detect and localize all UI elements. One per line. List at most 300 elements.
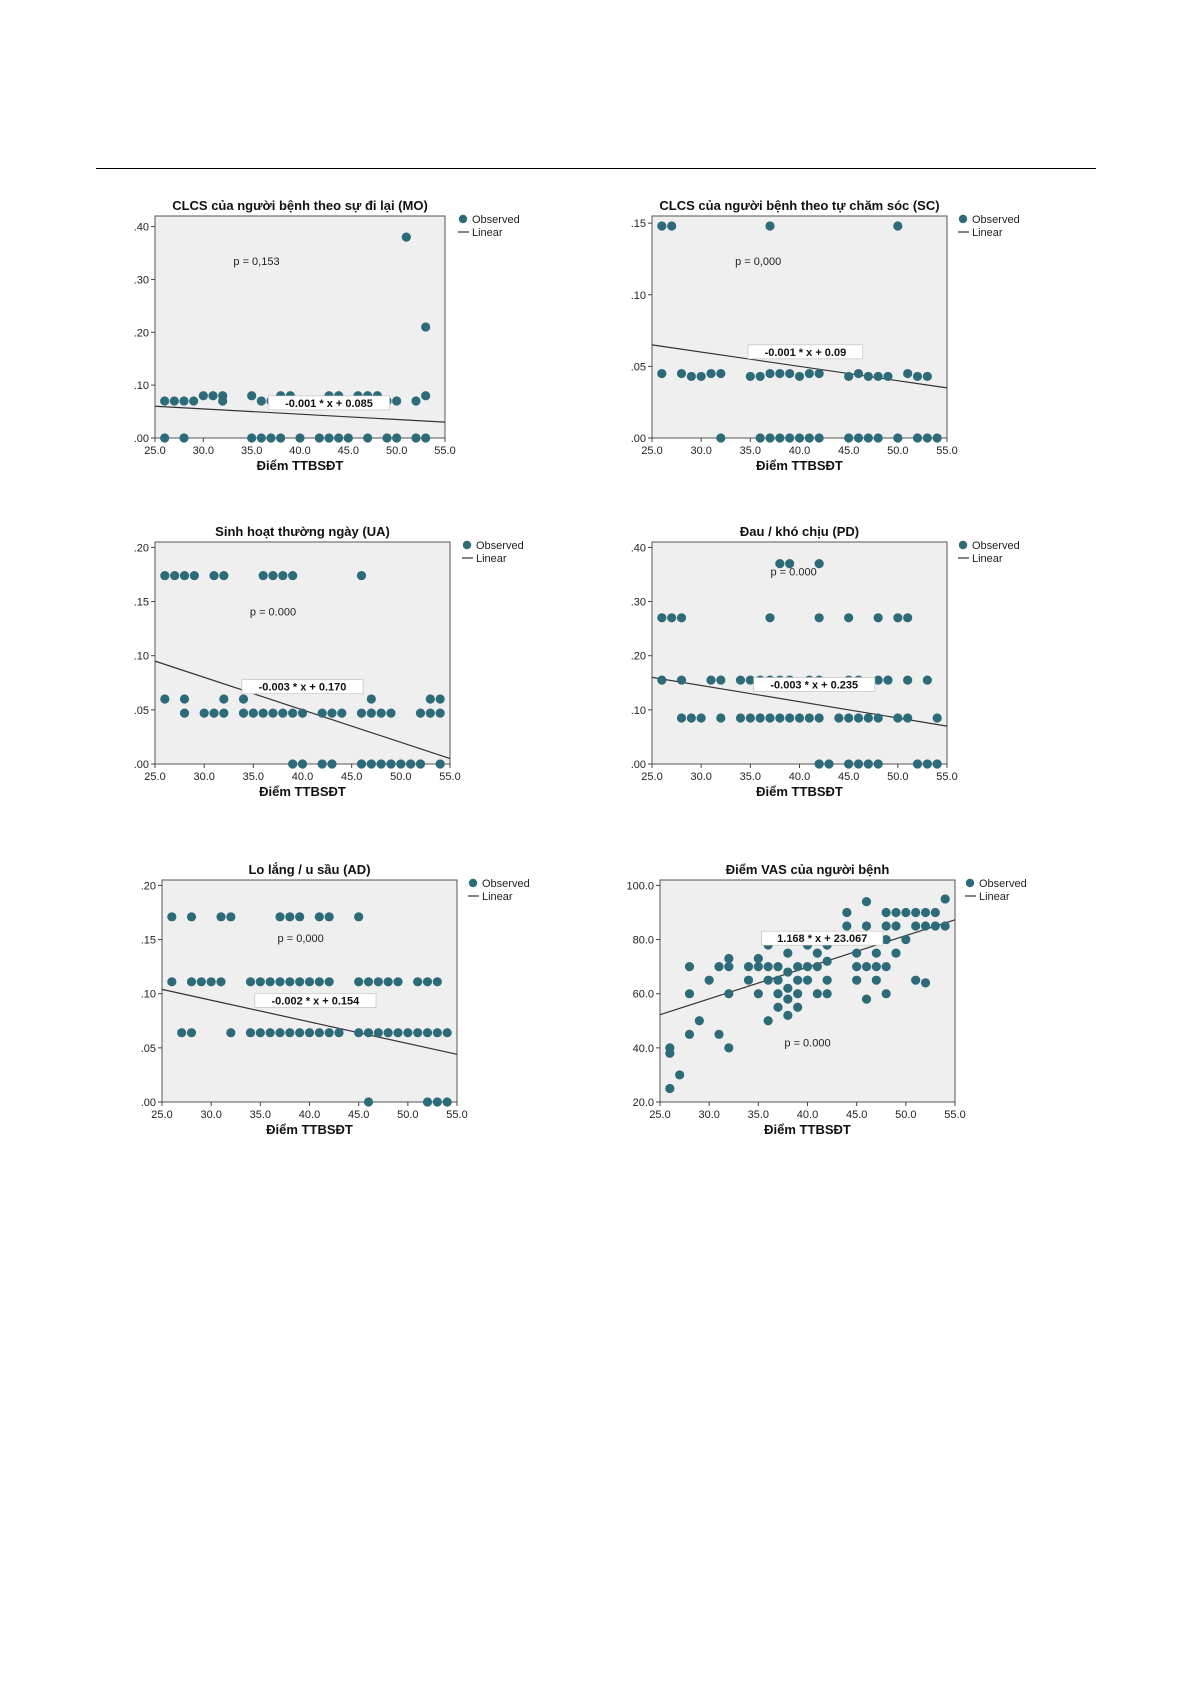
- chart-mobility: [120, 198, 560, 488]
- observed-point: [257, 396, 266, 405]
- legend-observed-marker: [959, 215, 967, 223]
- observed-point: [901, 935, 910, 944]
- observed-point: [775, 433, 784, 442]
- x-tick-label: 25.0: [641, 445, 663, 457]
- observed-point: [423, 1028, 432, 1037]
- x-axis-label: Điểm TTBSĐT: [266, 1122, 353, 1137]
- observed-point: [803, 962, 812, 971]
- observed-point: [913, 759, 922, 768]
- observed-point: [416, 759, 425, 768]
- observed-point: [160, 396, 169, 405]
- p-value: p = 0.000: [249, 606, 297, 619]
- observed-point: [773, 1003, 782, 1012]
- observed-point: [783, 948, 792, 957]
- observed-point: [396, 759, 405, 768]
- x-tick-label: 40.0: [289, 445, 311, 457]
- observed-point: [416, 709, 425, 718]
- x-tick-label: 45.0: [347, 1109, 370, 1121]
- observed-point: [706, 675, 715, 684]
- x-tick-label: 50.0: [887, 445, 909, 457]
- observed-point: [413, 977, 422, 986]
- p-value: p = 0.000: [770, 566, 817, 579]
- observed-point: [325, 1028, 334, 1037]
- observed-point: [813, 989, 822, 998]
- chart-usual-activities: [120, 520, 570, 820]
- observed-point: [687, 713, 696, 722]
- observed-point: [364, 977, 373, 986]
- p-value: p = 0,000: [277, 933, 324, 946]
- chart-svg: [120, 520, 570, 820]
- observed-point: [852, 962, 861, 971]
- observed-point: [714, 1030, 723, 1039]
- observed-point: [179, 396, 188, 405]
- x-axis-label: Điểm TTBSĐT: [756, 784, 843, 799]
- x-tick-label: 45.0: [337, 445, 360, 457]
- legend-linear-label: Linear: [972, 553, 1003, 565]
- y-tick-label: .20: [630, 650, 646, 663]
- observed-point: [874, 713, 883, 722]
- observed-point: [337, 709, 346, 718]
- observed-point: [844, 372, 853, 381]
- observed-point: [746, 713, 755, 722]
- x-tick-label: 55.0: [936, 771, 958, 783]
- observed-point: [657, 613, 666, 622]
- observed-point: [209, 709, 218, 718]
- observed-point: [736, 713, 745, 722]
- observed-point: [226, 1028, 235, 1037]
- observed-point: [716, 433, 725, 442]
- observed-point: [295, 433, 304, 442]
- observed-point: [278, 571, 287, 580]
- observed-point: [433, 977, 442, 986]
- observed-point: [209, 571, 218, 580]
- legend: [458, 214, 520, 239]
- observed-point: [844, 613, 853, 622]
- observed-point: [854, 713, 863, 722]
- observed-point: [180, 571, 189, 580]
- plot-area: [660, 880, 955, 1102]
- observed-point: [872, 962, 881, 971]
- observed-point: [257, 433, 266, 442]
- observed-point: [170, 396, 179, 405]
- observed-point: [695, 1016, 704, 1025]
- x-tick-label: 30.0: [690, 771, 712, 783]
- observed-point: [805, 369, 814, 378]
- observed-point: [160, 694, 169, 703]
- observed-point: [259, 709, 268, 718]
- x-tick-label: 25.0: [144, 771, 166, 783]
- x-tick-label: 35.0: [739, 771, 762, 783]
- x-tick-label: 40.0: [291, 771, 314, 783]
- observed-point: [207, 977, 216, 986]
- observed-point: [377, 709, 386, 718]
- observed-point: [677, 713, 686, 722]
- observed-point: [677, 675, 686, 684]
- y-tick-label: .15: [140, 934, 156, 947]
- fit-equation: -0.001 * x + 0.085: [285, 397, 373, 410]
- observed-point: [854, 369, 863, 378]
- observed-point: [795, 433, 804, 442]
- observed-point: [793, 962, 802, 971]
- observed-point: [354, 1028, 363, 1037]
- legend-observed-marker: [966, 879, 974, 887]
- legend-observed-marker: [959, 541, 967, 549]
- legend-linear-label: Linear: [482, 891, 513, 903]
- observed-point: [775, 713, 784, 722]
- observed-point: [208, 391, 217, 400]
- observed-point: [318, 709, 327, 718]
- x-tick-label: 55.0: [434, 445, 456, 457]
- fit-equation: -0.001 * x + 0.09: [764, 346, 847, 359]
- observed-point: [667, 221, 676, 230]
- observed-point: [256, 1028, 265, 1037]
- legend-observed-marker: [463, 541, 471, 549]
- y-tick-label: .00: [630, 759, 646, 771]
- observed-point: [785, 433, 794, 442]
- observed-point: [197, 977, 206, 986]
- observed-point: [363, 433, 372, 442]
- observed-point: [893, 433, 902, 442]
- plot-area: [652, 216, 947, 438]
- legend-observed-marker: [459, 215, 467, 223]
- observed-point: [834, 713, 843, 722]
- observed-point: [716, 713, 725, 722]
- observed-point: [716, 369, 725, 378]
- observed-point: [697, 372, 706, 381]
- observed-point: [815, 369, 824, 378]
- y-tick-label: .05: [630, 361, 646, 374]
- legend: [965, 878, 1027, 903]
- x-tick-label: 55.0: [936, 445, 958, 457]
- observed-point: [921, 908, 930, 917]
- x-tick-label: 40.0: [788, 445, 811, 457]
- observed-point: [285, 1028, 294, 1037]
- observed-point: [315, 433, 324, 442]
- observed-point: [403, 1028, 412, 1037]
- observed-point: [724, 954, 733, 963]
- x-tick-label: 25.0: [151, 1109, 173, 1121]
- observed-point: [167, 977, 176, 986]
- observed-point: [933, 713, 942, 722]
- x-tick-label: 50.0: [385, 445, 408, 457]
- x-tick-label: 30.0: [698, 1109, 720, 1121]
- observed-point: [844, 759, 853, 768]
- legend: [958, 540, 1020, 565]
- observed-point: [872, 948, 881, 957]
- observed-point: [665, 1043, 674, 1052]
- observed-point: [406, 759, 415, 768]
- observed-point: [357, 759, 366, 768]
- observed-point: [413, 1028, 422, 1037]
- observed-point: [402, 233, 411, 242]
- observed-point: [334, 1028, 343, 1037]
- plot-area: [162, 880, 457, 1102]
- observed-point: [903, 713, 912, 722]
- y-tick-label: .20: [140, 880, 156, 893]
- y-tick-label: .15: [133, 596, 149, 609]
- observed-point: [744, 962, 753, 971]
- chart-title: Lo lắng / u sầu (AD): [248, 862, 371, 877]
- observed-point: [913, 433, 922, 442]
- observed-point: [180, 709, 189, 718]
- x-tick-label: 45.0: [837, 445, 860, 457]
- observed-point: [393, 977, 402, 986]
- y-tick-label: .30: [630, 596, 646, 609]
- observed-point: [852, 948, 861, 957]
- observed-point: [392, 396, 401, 405]
- observed-point: [874, 613, 883, 622]
- y-tick-label: .00: [133, 759, 149, 771]
- observed-point: [765, 713, 774, 722]
- p-value: p = 0,153: [233, 255, 280, 268]
- observed-point: [190, 571, 199, 580]
- observed-point: [773, 976, 782, 985]
- x-axis-label: Điểm TTBSĐT: [256, 458, 344, 473]
- observed-point: [239, 709, 248, 718]
- observed-point: [862, 897, 871, 906]
- observed-point: [411, 396, 420, 405]
- observed-point: [793, 976, 802, 985]
- observed-point: [852, 976, 861, 985]
- observed-point: [842, 908, 851, 917]
- observed-point: [903, 369, 912, 378]
- observed-point: [249, 709, 258, 718]
- observed-point: [714, 962, 723, 971]
- observed-point: [891, 908, 900, 917]
- observed-point: [775, 369, 784, 378]
- observed-point: [893, 221, 902, 230]
- observed-point: [783, 1011, 792, 1020]
- observed-point: [275, 912, 284, 921]
- observed-point: [864, 759, 873, 768]
- observed-point: [344, 433, 353, 442]
- observed-point: [844, 713, 853, 722]
- x-tick-label: 35.0: [240, 445, 263, 457]
- observed-point: [657, 369, 666, 378]
- x-tick-label: 30.0: [200, 1109, 222, 1121]
- observed-point: [327, 759, 336, 768]
- observed-point: [685, 1030, 694, 1039]
- observed-point: [883, 372, 892, 381]
- observed-point: [923, 372, 932, 381]
- observed-point: [903, 675, 912, 684]
- observed-point: [815, 759, 824, 768]
- observed-point: [167, 912, 176, 921]
- observed-point: [246, 1028, 255, 1037]
- observed-point: [298, 759, 307, 768]
- observed-point: [364, 1097, 373, 1106]
- observed-point: [754, 962, 763, 971]
- x-tick-label: 40.0: [796, 1109, 819, 1121]
- observed-point: [219, 571, 228, 580]
- observed-point: [325, 912, 334, 921]
- observed-point: [657, 221, 666, 230]
- observed-point: [862, 921, 871, 930]
- y-tick-label: .20: [133, 327, 149, 340]
- observed-point: [854, 433, 863, 442]
- observed-point: [367, 694, 376, 703]
- observed-point: [247, 433, 256, 442]
- observed-point: [824, 759, 833, 768]
- x-tick-label: 55.0: [944, 1109, 966, 1121]
- x-axis-label: Điểm TTBSĐT: [259, 784, 346, 799]
- observed-point: [657, 675, 666, 684]
- observed-point: [160, 433, 169, 442]
- observed-point: [754, 954, 763, 963]
- observed-point: [393, 1028, 402, 1037]
- x-tick-label: 50.0: [397, 1109, 419, 1121]
- observed-point: [354, 977, 363, 986]
- x-tick-label: 55.0: [446, 1109, 468, 1121]
- chart-pain-discomfort: [610, 520, 1060, 820]
- observed-point: [327, 709, 336, 718]
- y-tick-label: .05: [140, 1042, 156, 1055]
- observed-point: [862, 962, 871, 971]
- observed-point: [226, 912, 235, 921]
- y-tick-label: .00: [133, 433, 149, 445]
- legend-observed-label: Observed: [979, 878, 1027, 890]
- y-tick-label: .10: [630, 704, 646, 717]
- observed-point: [941, 894, 950, 903]
- observed-point: [386, 759, 395, 768]
- legend: [468, 878, 530, 903]
- page-top-rule: [96, 168, 1096, 169]
- x-tick-label: 25.0: [641, 771, 663, 783]
- observed-point: [318, 759, 327, 768]
- observed-point: [433, 1028, 442, 1037]
- chart-anxiety-depression: [120, 858, 570, 1158]
- observed-point: [256, 977, 265, 986]
- observed-point: [823, 989, 832, 998]
- legend-linear-label: Linear: [476, 553, 507, 565]
- observed-point: [364, 1028, 373, 1037]
- y-tick-label: .00: [140, 1097, 156, 1109]
- observed-point: [813, 962, 822, 971]
- observed-point: [862, 995, 871, 1004]
- observed-point: [823, 957, 832, 966]
- observed-point: [334, 433, 343, 442]
- legend-observed-label: Observed: [482, 878, 530, 890]
- chart-vas-score: [600, 858, 1070, 1158]
- x-tick-label: 25.0: [144, 445, 166, 457]
- observed-point: [246, 977, 255, 986]
- observed-point: [187, 977, 196, 986]
- observed-point: [677, 613, 686, 622]
- x-tick-label: 45.0: [845, 1109, 868, 1121]
- observed-point: [315, 977, 324, 986]
- chart-title: CLCS của người bệnh theo tự chăm sóc (SC): [659, 198, 940, 213]
- observed-point: [724, 989, 733, 998]
- x-tick-label: 30.0: [690, 445, 712, 457]
- observed-point: [795, 372, 804, 381]
- observed-point: [367, 709, 376, 718]
- observed-point: [218, 391, 227, 400]
- observed-point: [295, 912, 304, 921]
- observed-point: [426, 709, 435, 718]
- observed-point: [931, 921, 940, 930]
- x-tick-label: 35.0: [739, 445, 762, 457]
- observed-point: [436, 759, 445, 768]
- x-tick-label: 45.0: [837, 771, 860, 783]
- observed-point: [187, 912, 196, 921]
- observed-point: [187, 1028, 196, 1037]
- plot-area: [155, 542, 450, 764]
- observed-point: [744, 976, 753, 985]
- x-tick-label: 40.0: [788, 771, 811, 783]
- fit-equation: 1.168 * x + 23.067: [777, 933, 868, 946]
- observed-point: [872, 976, 881, 985]
- observed-point: [421, 322, 430, 331]
- observed-point: [426, 694, 435, 703]
- y-tick-label: .30: [133, 274, 149, 287]
- observed-point: [874, 372, 883, 381]
- legend-linear-label: Linear: [472, 227, 503, 239]
- observed-point: [180, 694, 189, 703]
- observed-point: [423, 1097, 432, 1106]
- observed-point: [677, 369, 686, 378]
- observed-point: [933, 433, 942, 442]
- observed-point: [913, 372, 922, 381]
- observed-point: [667, 613, 676, 622]
- x-tick-label: 40.0: [298, 1109, 321, 1121]
- observed-point: [423, 977, 432, 986]
- chart-title: Đau / khó chịu (PD): [739, 524, 860, 539]
- observed-point: [305, 1028, 314, 1037]
- observed-point: [377, 759, 386, 768]
- x-tick-label: 30.0: [192, 445, 215, 457]
- observed-point: [923, 433, 932, 442]
- observed-point: [724, 962, 733, 971]
- legend-observed-label: Observed: [476, 540, 524, 552]
- observed-point: [783, 984, 792, 993]
- observed-point: [259, 571, 268, 580]
- observed-point: [216, 912, 225, 921]
- observed-point: [433, 1097, 442, 1106]
- observed-point: [443, 1028, 452, 1037]
- observed-point: [911, 921, 920, 930]
- observed-point: [893, 713, 902, 722]
- observed-point: [216, 977, 225, 986]
- observed-point: [288, 709, 297, 718]
- observed-point: [392, 433, 401, 442]
- y-tick-label: .15: [630, 218, 646, 231]
- observed-point: [844, 433, 853, 442]
- observed-point: [764, 976, 773, 985]
- legend-observed-marker: [469, 879, 477, 887]
- y-tick-label: 20.0: [632, 1097, 654, 1109]
- observed-point: [823, 976, 832, 985]
- x-tick-label: 55.0: [439, 771, 461, 783]
- observed-point: [882, 989, 891, 998]
- chart-self-care: [610, 198, 1060, 488]
- observed-point: [421, 391, 430, 400]
- observed-point: [765, 221, 774, 230]
- y-tick-label: .40: [133, 221, 149, 234]
- observed-point: [219, 709, 228, 718]
- observed-point: [179, 433, 188, 442]
- observed-point: [675, 1070, 684, 1079]
- observed-point: [436, 709, 445, 718]
- observed-point: [793, 1003, 802, 1012]
- observed-point: [805, 433, 814, 442]
- observed-point: [278, 709, 287, 718]
- observed-point: [901, 908, 910, 917]
- observed-point: [724, 1043, 733, 1052]
- observed-point: [756, 433, 765, 442]
- observed-point: [382, 433, 391, 442]
- observed-point: [357, 709, 366, 718]
- observed-point: [305, 977, 314, 986]
